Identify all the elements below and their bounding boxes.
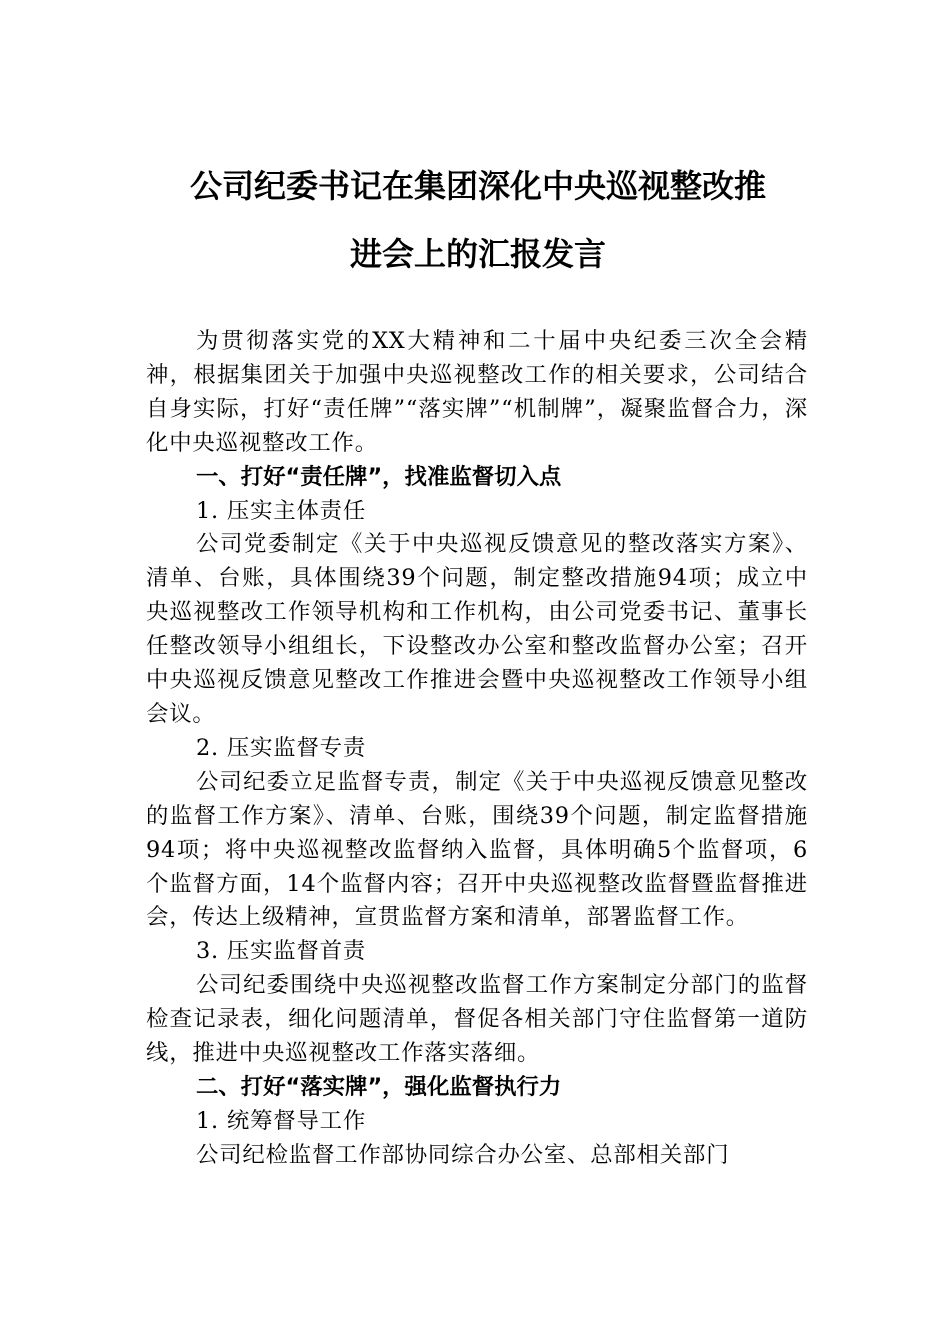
section-1-item-1-title: 1. 压实主体责任 bbox=[196, 497, 367, 524]
section-1-item-2-text: 公司纪委立足监督专责，制定《关于中央巡视反馈意见整改的监督工作方案》、清单、台账，围绕39个问题，制定监督措施94项；将中央巡视整改监督纳入监督，具体明确5个监督项，6个监督方面，14个监督内容；召开中央巡视整改监督暨监督推进会，传达上级精神，宣贯监督方案和清单，部署监督工作。 bbox=[146, 768, 808, 931]
section-1-item-2-title: 2. 压实监督专责 bbox=[196, 734, 367, 761]
section-1-item-3-title: 3. 压实监督首责 bbox=[196, 938, 367, 965]
document-title-line-2: 进会上的汇报发言 bbox=[349, 235, 606, 273]
section-2-item-1-title: 1. 统筹督导工作 bbox=[196, 1107, 367, 1134]
section-1-item-1-text: 公司党委制定《关于中央巡视反馈意见的整改落实方案》、清单、台账，具体围绕39个问题，制定整改措施94项；成立中央巡视整改工作领导机构和工作机构，由公司党委书记、董事长任整改领导小组组长，下设整改办公室和整改监督办公室；召开中央巡视反馈意见整改工作推进会暨中央巡视整改工作领导小组会议。 bbox=[146, 531, 808, 727]
document-title-line-1: 公司纪委书记在集团深化中央巡视整改推 bbox=[189, 167, 766, 205]
section-2-heading: 二、打好“落实牌”，强化监督执行力 bbox=[196, 1073, 562, 1100]
intro-paragraph: 为贯彻落实党的XX大精神和二十届中央纪委三次全会精神，根据集团关于加强中央巡视整改工作的相关要求，公司结合自身实际，打好“责任牌”“落实牌”“机制牌”，凝聚监督合力，深化中央巡视整改工作。 bbox=[146, 328, 808, 456]
section-1-item-3-text: 公司纪委围绕中央巡视整改监督工作方案制定分部门的监督检查记录表，细化问题清单，督促各相关部门守住监督第一道防线，推进中央巡视整改工作落实落细。 bbox=[146, 972, 808, 1067]
section-1-heading: 一、打好“责任牌”，找准监督切入点 bbox=[196, 463, 562, 490]
document-body bbox=[146, 325, 808, 1173]
section-2-item-1-text: 公司纪检监督工作部协同综合办公室、总部相关部门 bbox=[196, 1141, 730, 1168]
